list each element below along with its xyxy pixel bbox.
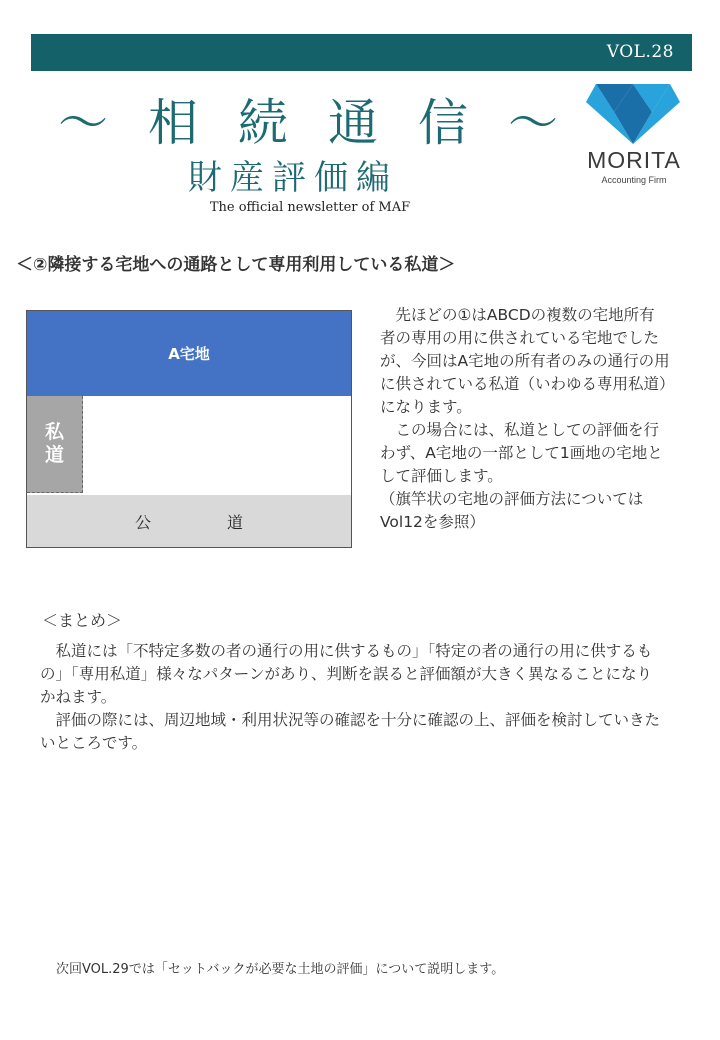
site-diagram [26,310,352,548]
logo-wordmark: MORITA [587,147,681,173]
lot-a: A宅地 [27,311,351,396]
volume-number: VOL.28 [606,42,674,62]
summary-p1: 私道には「不特定多数の者の通行の用に供するもの」「特定の者の通行の用に供するもの」「専用私道」様々なパターンがあり、判断を誤ると評価額が大きく異なることになりかねます。 [40,642,653,706]
explanation-paragraph [380,419,670,488]
summary-paragraph [40,640,666,709]
public-road-char: 公 [134,512,151,532]
summary-paragraph [40,709,666,755]
explanation-text [380,304,670,534]
explanation-p3: （旗竿状の宅地の評価方法についてはVol12を参照） [380,490,644,531]
public-road-char: 道 [227,512,244,532]
explanation-paragraph [380,304,670,419]
tagline: The official newsletter of MAF [209,200,411,215]
private-road-char: 私 [44,421,64,444]
section-heading: ＜②隣接する宅地への通路として専用利用している私道＞ [16,255,456,275]
title-char: ～ [58,94,108,152]
title-char: 通 [328,94,378,152]
explanation-p1: 先ほどの①はABCDの複数の宅地所有者の専用の用に供されている宅地でしたが、今回はA宅地の所有者のみの通行の用に供されている私道（いわゆる専用私道）になります。 [380,306,670,416]
next-issue-note: 次回VOL.29では「セットバックが必要な土地の評価」について説明します。 [56,962,505,977]
title-char: ～ [508,94,558,152]
logo-subtext: Accounting Firm [601,175,667,185]
title-char: 続 [238,94,288,152]
public-road [27,495,351,547]
summary-heading: ＜まとめ＞ [42,611,123,630]
newsletter-title [58,88,558,150]
summary-text [40,640,666,755]
header-bar [31,34,692,71]
summary-p2: 評価の際には、周辺地域・利用状況等の確認を十分に確認の上、評価を検討していきたいところです。 [40,711,661,752]
private-road [27,396,83,493]
private-road-char: 道 [44,444,64,466]
private-road-label [45,421,64,467]
explanation-paragraph [380,488,670,534]
explanation-p2: この場合には、私道としての評価を行わず、A宅地の一部として1画地の宅地として評価します。 [380,421,663,485]
title-char: 信 [418,94,468,152]
title-char: 相 [148,94,198,152]
newsletter-subtitle: 財産評価編 [188,158,398,198]
